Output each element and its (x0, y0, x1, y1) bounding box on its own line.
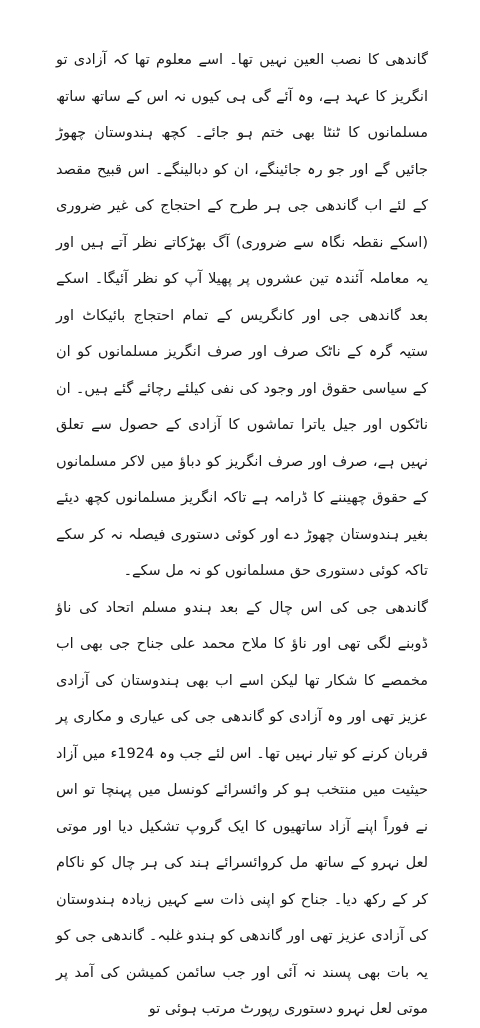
body-text (56, 42, 428, 1028)
paragraph-2: گاندھی جی کی اس چال کے بعد ہندو مسلم اتحاد کی ناؤ ڈوبنے لگی تھی اور ناؤ کا ملاح محمد علی جناح جی بھی اب مخمصے کا شکار تھا لیکن اسے اب بھی ہندوستان کی آزادی عزیز تھی اور وہ آزادی کو گاندھی جی کی عیاری و مکاری پر قربان کرنے کو تیار نہیں تھا۔ اس لئے جب وہ 1924ء میں آزاد حیثیت میں منتخب ہو کر وائسرائے کونسل میں پہنچا تو اس نے فوراً اپنے آزاد ساتھیوں کا ایک گروپ تشکیل دیا اور موتی لعل نہرو کے ساتھ مل کروائسرائے ہند کی ہر چال کو ناکام کر کے رکھ دیا۔ جناح کو اپنی ذات سے کہیں زیادہ ہندوستان کی آزادی عزیز تھی اور گاندھی کو ہندو غلبہ۔ گاندھی جی کو یہ بات بھی پسند نہ آئی اور جب سائمن کمیشن کی آمد پر موتی لعل نہرو دستوری رپورٹ مرتب ہوئی تو (56, 599, 428, 1017)
paragraph-1: گاندھی کا نصب العین نہیں تھا۔ اسے معلوم تھا کہ آزادی تو انگریز کا عہد ہے، وہ آئے گی ہی کیوں نہ اس کے ساتھ ساتھ مسلمانوں کا ٹنٹا بھی ختم ہو جائے۔ کچھ ہندوستان چھوڑ جائیں گے اور جو رہ جائینگے، ان کو دبالینگے۔ اس قبیح مقصد کے لئے اب گاندھی جی ہر طرح کے احتجاج کی غیر ضروری (اسکے نقطہ نگاہ سے ضروری) آگ بھڑکاتے نظر آتے ہیں اور یہ معاملہ آئندہ تین عشروں پر پھیلا آپ کو نظر آئیگا۔ اسکے بعد گاندھی جی اور کانگریس کے تمام احتجاج بائیکاٹ اور ستیہ گرہ کے ناٹک صرف اور صرف انگریز مسلمانوں کو ان کے سیاسی حقوق اور وجود کی نفی کیلئے رچائے گئے ہیں۔ ان ناٹکوں اور جیل یاترا تماشوں کا آزادی کے حصول سے تعلق نہیں ہے، صرف اور صرف انگریز کو دباؤ میں لاکر مسلمانوں کے حقوق چھیننے کا ڈرامہ ہے تاکہ انگریز مسلمانوں کچھ دیئے بغیر ہندوستان چھوڑ دے اور کوئی دستوری فیصلہ نہ کر سکے تاکہ کوئی دستوری حق مسلمانوں کو نہ مل سکے۔ (56, 52, 428, 579)
